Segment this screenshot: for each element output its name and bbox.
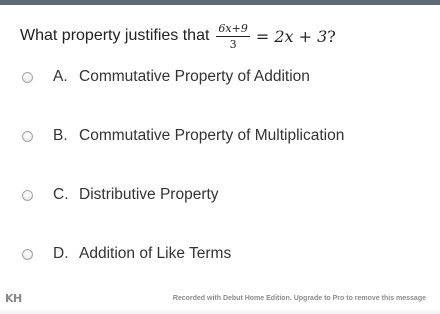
option-b[interactable] [22, 124, 344, 148]
kh-logo: KH [5, 292, 22, 305]
option-label: Addition of Like Terms [79, 245, 232, 262]
radio-button-c[interactable] [22, 190, 33, 201]
question-suffix: ? [327, 26, 336, 46]
question-prefix: What property justifies that [20, 27, 210, 44]
fraction-denominator: 3 [229, 37, 237, 51]
option-label: Distributive Property [79, 186, 219, 203]
radio-button-b[interactable] [22, 131, 33, 142]
option-letter: D. [53, 245, 69, 262]
radio-button-a[interactable] [22, 72, 33, 83]
option-letter: B. [53, 127, 68, 144]
option-c[interactable] [22, 183, 219, 207]
top-bar [0, 0, 440, 5]
recording-watermark: Recorded with Debut Home Edition. Upgrade to Pro to remove this message [172, 295, 426, 302]
radio-button-d[interactable] [22, 249, 33, 260]
option-letter: C. [53, 186, 69, 203]
option-a[interactable] [22, 65, 310, 89]
option-label: Commutative Property of Multiplication [79, 127, 345, 144]
option-d[interactable] [22, 242, 231, 266]
option-label: Commutative Property of Addition [79, 68, 310, 85]
math-expression [216, 22, 335, 51]
footer [0, 284, 440, 314]
option-letter: A. [53, 68, 68, 85]
equals-expression: = 2x + 3 [255, 26, 328, 46]
fraction [216, 22, 249, 51]
question-text [20, 20, 336, 52]
bottom-strip [0, 308, 440, 314]
fraction-numerator: 6x+9 [218, 21, 248, 35]
